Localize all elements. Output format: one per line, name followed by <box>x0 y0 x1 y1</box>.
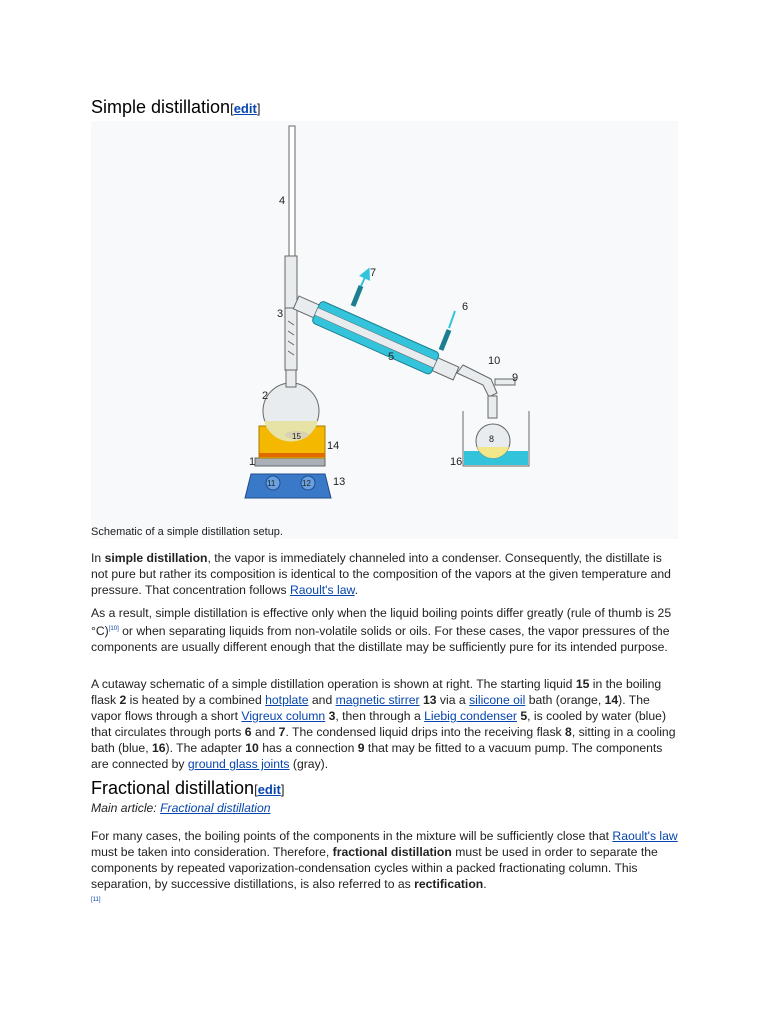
section-title: Fractional distillation <box>91 778 255 798</box>
label-2: 2 <box>262 390 269 402</box>
label-8: 8 <box>489 434 495 444</box>
distillation-diagram <box>91 121 678 539</box>
label-9: 9 <box>512 372 519 384</box>
water-inflow-arrow <box>449 311 455 328</box>
water-port-7 <box>353 286 361 306</box>
label-13: 13 <box>333 476 346 488</box>
condenser-vapor-channel <box>315 308 437 368</box>
section-heading-simple-distillation <box>91 97 260 118</box>
label-3: 3 <box>277 308 284 320</box>
paragraph-fractional-distillation: For many cases, the boiling points of the components in the mixture will be sufficiently close that Raoult's law must be taken into consideration. Therefore, fractional distillation must be used in order to separate the components by repeated vaporization-condensation cycles within a packed fractionating column. This separation, by successive distillations, is also referred to as rectification. [11] <box>91 829 678 903</box>
still-head <box>285 256 297 308</box>
label-6: 6 <box>462 301 469 313</box>
label-12: 12 <box>302 479 311 488</box>
water-outflow-arrow <box>361 273 367 286</box>
edit-link[interactable]: edit <box>233 101 257 116</box>
receiving-flask-neck <box>488 396 497 418</box>
receiving-adapter <box>457 365 497 397</box>
hatnote-main-article: Main article: Fractional distillation <box>91 801 271 815</box>
label-15: 15 <box>292 432 301 441</box>
label-11: 11 <box>267 479 276 488</box>
label-14: 14 <box>327 440 340 452</box>
figure-caption: Schematic of a simple distillation setup. <box>91 526 283 538</box>
section-title: Simple distillation <box>91 97 231 117</box>
section-heading-fractional-distillation <box>91 778 284 799</box>
liebig-condenser <box>291 291 461 384</box>
hotplate-surface <box>255 458 325 466</box>
paragraph-boiling-point-rule: As a result, simple distillation is effective only when the liquid boiling points differ greatly (rule of thumb is 25 °C)[10] or when separating liquids from non-volatile solids or oils. For these cases, the vapor pressures of the components are usually different enough that the distillate may be sufficiently pure for its intended purpose. <box>91 606 672 655</box>
oil-bath-heater-strip <box>259 453 325 457</box>
edit-section: [edit] <box>230 101 261 116</box>
link-magnetic-stirrer[interactable]: magnetic stirrer <box>335 693 420 707</box>
edit-link[interactable]: edit <box>257 782 281 797</box>
label-4: 4 <box>279 195 286 207</box>
vigreux-column <box>285 306 297 370</box>
link-liebig-condenser[interactable]: Liebig condenser <box>424 709 517 723</box>
label-16: 16 <box>450 456 463 468</box>
label-10: 10 <box>488 355 501 367</box>
link-silicone-oil[interactable]: silicone oil <box>469 693 526 707</box>
link-fractional-distillation[interactable]: Fractional distillation <box>160 801 271 815</box>
label-5: 5 <box>388 351 395 363</box>
link-ground-glass-joints[interactable]: ground glass joints <box>187 757 290 771</box>
reference-11[interactable]: [11] <box>91 897 101 903</box>
label-1: 1 <box>249 456 256 468</box>
water-port-6 <box>441 330 449 350</box>
edit-section: [edit] <box>254 782 285 797</box>
link-raoults-law-2[interactable]: Raoult's law <box>612 829 678 843</box>
hotplate-stirrer-base <box>245 474 331 498</box>
reference-10[interactable]: [10] <box>108 626 119 632</box>
paragraph-cutaway-schematic: A cutaway schematic of a simple distillation operation is shown at right. The starting liquid 15 in the boiling flask 2 is heated by a combined hotplate and magnetic stirrer 13 via a silicone oil bath (orange, 14). The vapor flows through a short Vigreux column 3, then through a Liebig condenser 5, is cooled by water (blue) that circulates through ports 6 and 7. The condensed liquid drips into the receiving flask 8, sitting in a cooling bath (blue, 16). The adapter 10 has a connection 9 that may be fitted to a vacuum pump. The components are connected by ground glass joints (gray). <box>91 677 676 771</box>
link-vigreux-column[interactable]: Vigreux column <box>241 709 326 723</box>
distillation-apparatus-svg <box>91 121 678 539</box>
link-hotplate[interactable]: hotplate <box>265 693 309 707</box>
paragraph-simple-distillation-intro: In simple distillation, the vapor is immediately channeled into a condenser. Consequently, the distillate is not pure but rather its composition is identical to the composition of the vapors at the given temperature and pressure. That concentration follows Raoult's law. <box>91 551 671 597</box>
label-7: 7 <box>370 267 377 279</box>
link-raoults-law[interactable]: Raoult's law <box>289 583 355 597</box>
flask-neck <box>286 369 296 387</box>
